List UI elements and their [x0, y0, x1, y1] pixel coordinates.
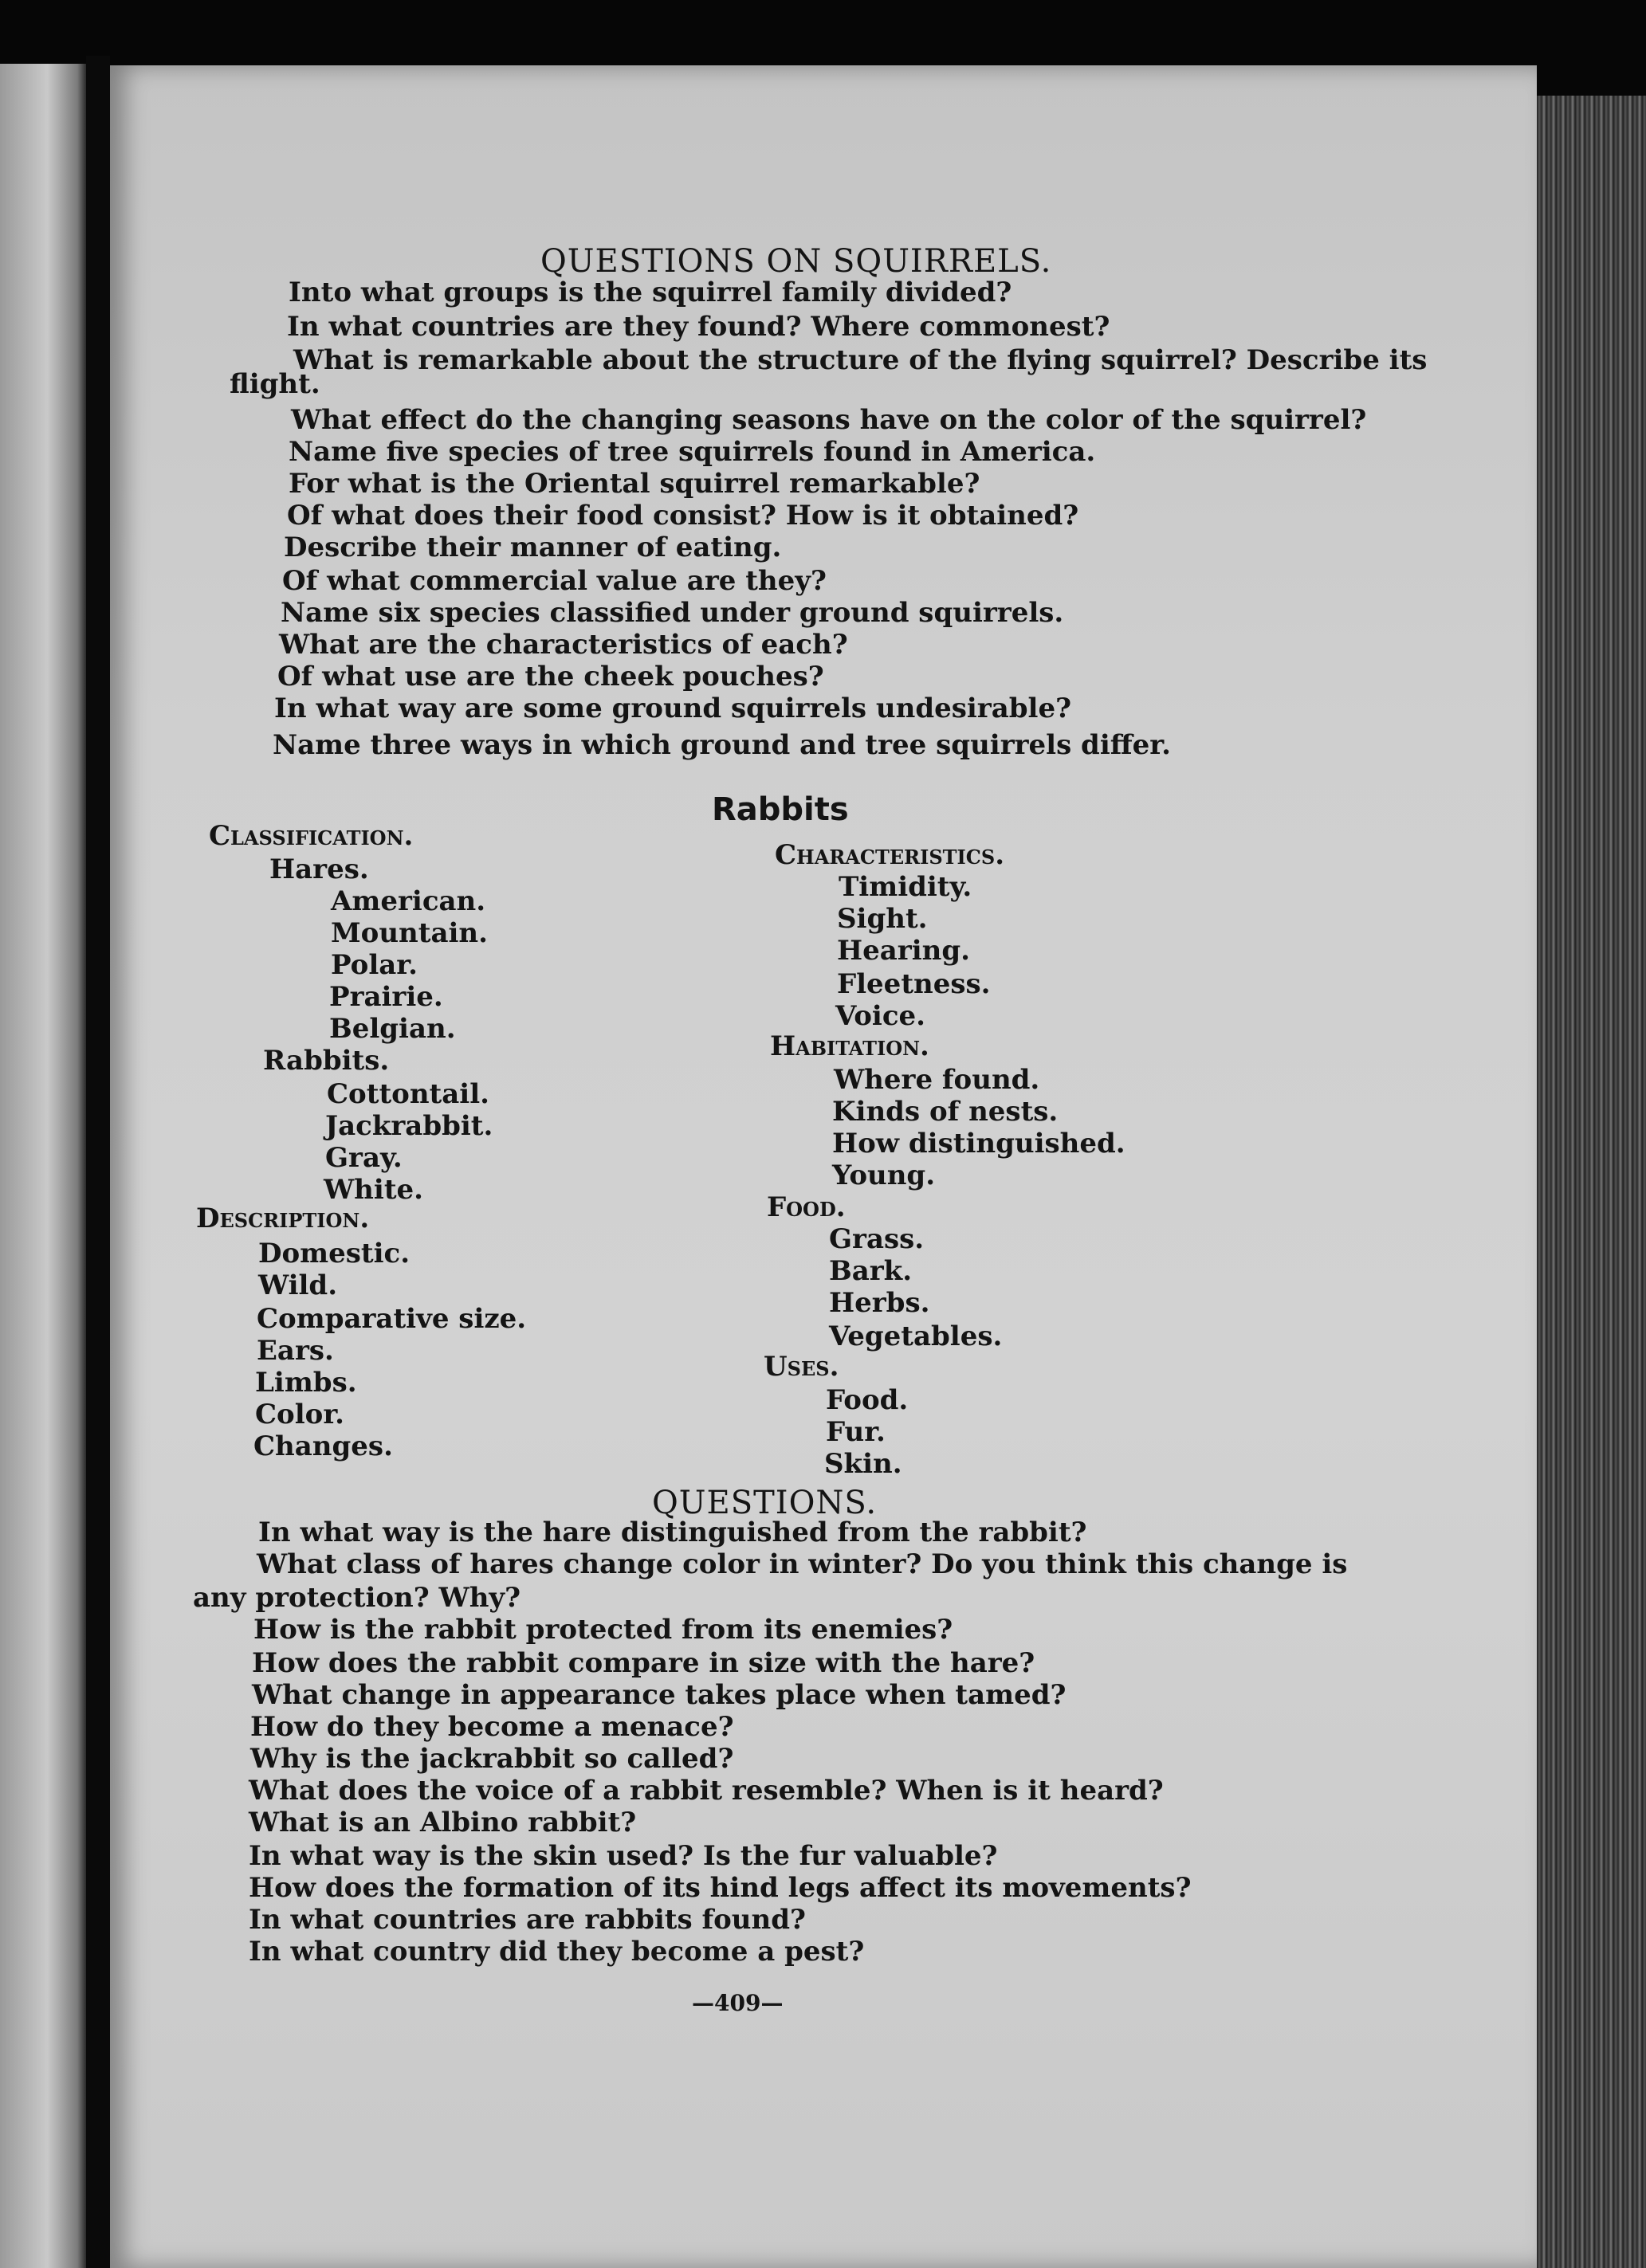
description-item: Color.	[255, 1399, 344, 1430]
rabbit-question-line: In what way is the skin used? Is the fur valuable?	[249, 1840, 998, 1872]
rabbit-question-line: In what way is the hare distinguished from the rabbit?	[258, 1517, 1087, 1548]
habitation-item: How distinguished.	[832, 1128, 1125, 1160]
rabbit-type: White.	[324, 1174, 423, 1206]
facing-page-edge	[0, 64, 86, 2268]
squirrel-question-line: Of what does their food consist? How is it obtained?	[287, 500, 1079, 532]
squirrel-question-line: What is remarkable about the structure of the flying squirrel? Describe its	[293, 344, 1428, 376]
food-heading: Food.	[767, 1191, 846, 1223]
book-gutter	[86, 56, 110, 2268]
hare-type: Mountain.	[331, 917, 488, 949]
food-item: Bark.	[829, 1255, 913, 1287]
rabbit-question-line: How is the rabbit protected from its enemies?	[253, 1614, 953, 1646]
uses-heading: Uses.	[764, 1351, 839, 1383]
squirrel-question-line: Describe their manner of eating.	[284, 532, 782, 563]
squirrel-questions-title: QUESTIONS ON SQUIRRELS.	[540, 243, 1052, 280]
description-item: Limbs.	[255, 1367, 357, 1399]
description-item: Domestic.	[258, 1238, 411, 1269]
squirrel-question-line: For what is the Oriental squirrel remarkable?	[289, 468, 980, 500]
squirrel-question-line: In what countries are they found? Where commonest?	[287, 311, 1110, 343]
description-item: Comparative size.	[257, 1303, 527, 1335]
description-item: Changes.	[253, 1430, 393, 1462]
hare-type: Belgian.	[329, 1013, 456, 1045]
rabbits-subheading: Rabbits.	[263, 1045, 390, 1077]
characteristic-item: Hearing.	[837, 935, 970, 967]
rabbit-type: Jackrabbit.	[325, 1110, 493, 1142]
squirrel-question-line: Of what use are the cheek pouches?	[277, 661, 824, 693]
rabbit-question-line: How does the formation of its hind legs affect its movements?	[249, 1872, 1192, 1904]
food-item: Vegetables.	[829, 1320, 1003, 1352]
squirrel-question-line: Name three ways in which ground and tree squirrels differ.	[273, 729, 1171, 761]
uses-item: Fur.	[826, 1416, 886, 1448]
rabbit-question-line: What is an Albino rabbit?	[249, 1807, 637, 1838]
squirrel-question-line: Name six species classified under ground squirrels.	[281, 597, 1064, 629]
squirrel-question-line: What effect do the changing seasons have on the color of the squirrel?	[291, 404, 1367, 436]
rabbit-question-line: What change in appearance takes place when tamed?	[252, 1679, 1067, 1711]
description-item: Ears.	[257, 1335, 334, 1367]
squirrel-question-line: In what way are some ground squirrels undesirable?	[274, 693, 1071, 724]
classification-heading: Classification.	[209, 820, 414, 852]
page-block-edge	[1537, 96, 1646, 2268]
characteristic-item: Sight.	[837, 903, 928, 935]
habitation-item: Where found.	[834, 1064, 1040, 1096]
description-heading: Description.	[196, 1203, 370, 1234]
hare-type: Polar.	[331, 949, 418, 981]
squirrel-question-line: Into what groups is the squirrel family divided?	[289, 277, 1012, 308]
uses-item: Food.	[826, 1384, 909, 1416]
hare-type: American.	[331, 885, 486, 917]
squirrel-question-line: Of what commercial value are they?	[282, 565, 827, 597]
habitation-item: Kinds of nests.	[832, 1096, 1059, 1128]
rabbit-questions-title: QUESTIONS.	[652, 1485, 878, 1521]
rabbit-type: Gray.	[325, 1142, 403, 1174]
page-number: —409—	[692, 1990, 784, 2016]
rabbit-type: Cottontail.	[327, 1078, 489, 1110]
squirrel-question-line: flight.	[230, 368, 320, 400]
rabbit-question-line: Why is the jackrabbit so called?	[250, 1743, 734, 1775]
rabbit-question-line: any protection? Why?	[193, 1582, 521, 1614]
rabbit-question-line: How do they become a menace?	[250, 1711, 734, 1743]
rabbit-question-line: What does the voice of a rabbit resemble? When is it heard?	[249, 1775, 1164, 1807]
characteristic-item: Fleetness.	[837, 968, 991, 1000]
hare-type: Prairie.	[329, 981, 443, 1013]
squirrel-question-line: Name five species of tree squirrels found in America.	[289, 436, 1096, 468]
rabbit-question-line: In what countries are rabbits found?	[249, 1904, 806, 1936]
rabbit-question-line: In what country did they become a pest?	[249, 1936, 865, 1968]
hares-heading: Hares.	[269, 853, 369, 885]
habitation-heading: Habitation.	[770, 1030, 929, 1062]
description-item: Wild.	[258, 1269, 338, 1301]
characteristics-heading: Characteristics.	[775, 839, 1005, 871]
food-item: Herbs.	[829, 1287, 930, 1319]
rabbit-question-line: What class of hares change color in winter? Do you think this change is	[257, 1548, 1348, 1580]
uses-item: Skin.	[824, 1448, 902, 1480]
habitation-item: Young.	[832, 1160, 936, 1191]
characteristic-item: Timidity.	[839, 871, 972, 903]
characteristic-item: Voice.	[835, 1000, 926, 1032]
squirrel-question-line: What are the characteristics of each?	[279, 629, 848, 661]
rabbits-heading: Rabbits	[712, 791, 849, 828]
rabbit-question-line: How does the rabbit compare in size with the hare?	[252, 1647, 1035, 1679]
food-item: Grass.	[829, 1223, 925, 1255]
